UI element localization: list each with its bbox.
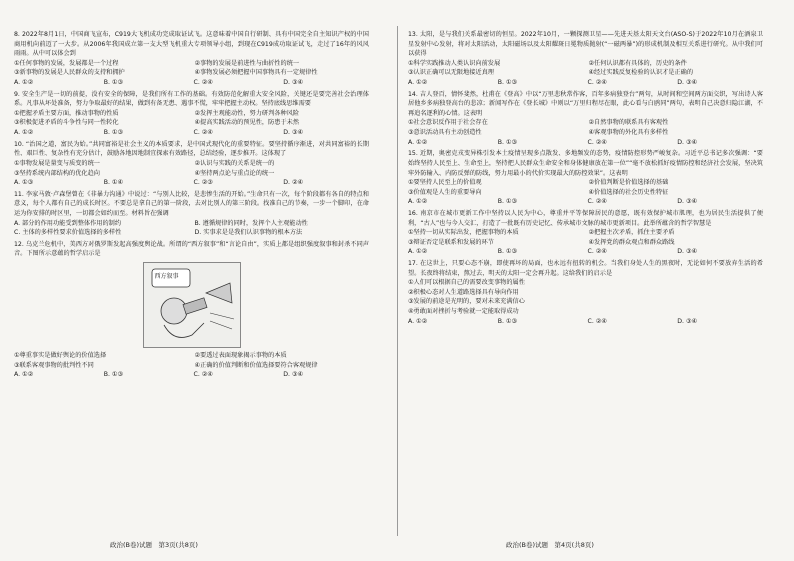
option: ②要透过表面现象揭示事物的本质 bbox=[194, 352, 287, 360]
choice: A. ①② bbox=[408, 79, 428, 87]
option: ①人们可以根据自己的需要改变事物的属性 bbox=[408, 279, 525, 287]
choice: B. ①③ bbox=[497, 248, 518, 256]
option: ①把握矛盾主要方面，推动事物的性质 bbox=[14, 109, 119, 117]
choice: B. ①③ bbox=[103, 371, 124, 379]
choice: B. ①③ bbox=[103, 79, 124, 87]
cartoon-figure bbox=[143, 262, 241, 348]
option: ②任何认识都有具体的，历史的条件 bbox=[588, 59, 687, 67]
option: ③价值观是人生的重要导向 bbox=[408, 188, 482, 196]
choice: C. ②③ bbox=[193, 179, 213, 187]
option: ④事物发展必须把握中国事物具有一定规律性 bbox=[194, 69, 318, 77]
option: ④正确的价值判断和价值选择要符合客观规律 bbox=[194, 361, 318, 369]
left-column bbox=[14, 30, 369, 530]
option: ③辩证否定是联系和发展的环节 bbox=[408, 238, 494, 246]
choice: A. ①② bbox=[408, 198, 428, 206]
option: ①坚持一切从实际出发，把握事物的本质 bbox=[408, 229, 519, 237]
option: ①要坚持人民至上的价值观 bbox=[408, 179, 482, 187]
choice: C. ②④ bbox=[587, 138, 607, 146]
option: D. 实事求是是我们认识事物的根本方法 bbox=[194, 229, 303, 237]
choice: D. ③④ bbox=[677, 248, 698, 256]
option: ②积极心态对人生道路选择具有导向作用 bbox=[408, 288, 519, 296]
choice: A. ①② bbox=[14, 371, 34, 379]
choice: B. ①③ bbox=[497, 198, 518, 206]
choice: A. ①② bbox=[14, 79, 34, 87]
option: ③积极促进矛盾的斗争性与同一性转化 bbox=[14, 119, 119, 127]
choice: B. ①③ bbox=[103, 129, 124, 137]
choice: A. ①③ bbox=[14, 179, 34, 187]
choice: B. ①③ bbox=[497, 317, 518, 325]
question-stem: 14. 吉人登百，情怀斐然，杜甫在《登高》中以“万里悲秋常作客，百年多病独登台”两句，从时间和空间两方面交织，写出诗人客居他乡多病独登高台的悲凉；新闻写作在《登长城》中则以“万里归程尽在眼，此心看与白鸥同”两句，表明自己决意归隐江湖，不再追名逐利的心情。这表明 bbox=[408, 90, 763, 117]
choice: D. ③④ bbox=[677, 198, 698, 206]
right-column bbox=[408, 30, 763, 530]
choice: C. ②④ bbox=[587, 79, 607, 87]
page-footer-right: 政治(B卷)试题 第4页(共8页) bbox=[506, 541, 594, 549]
option: ④坚持两点论与重点论的统一 bbox=[194, 169, 275, 177]
choice: C. ②④ bbox=[193, 79, 213, 87]
choice: D. ③④ bbox=[283, 129, 304, 137]
option: ③新事物的发展是人民群众的支持和拥护 bbox=[14, 69, 125, 77]
option: ②把握主次矛盾，抓住主要矛盾 bbox=[588, 229, 675, 237]
question-stem: 16. 南京市在城市更新工作中坚持以人民为中心，尊重并平等保障居民的意愿，既有效保护城市肌理，也为居民生活提供了便利，“古人”也与今人交汇，打造了一批既有历史记忆、传承城市文脉的城市更新项目。此举所蕴含的哲学智慧是 bbox=[408, 209, 763, 227]
question-13 bbox=[408, 30, 763, 88]
question-17 bbox=[408, 259, 763, 326]
question-stem: 8. 2022年8月1日，中国商飞宣布，C919大飞机成功完成取证试飞。这意味着中国自行研制、具有中国完全自主知识产权的中国商用机向前迈了一大步。从2006年我国成立第一支大型飞机重大专项领导小组，到现在C919成功取证试飞，走过了16年的风风雨雨。从中可以体会到 bbox=[14, 31, 369, 58]
question-10 bbox=[14, 140, 369, 188]
option: ②价值判断是价值选择的基础 bbox=[588, 179, 669, 187]
option: ③认识正确可以无限地接近真理 bbox=[408, 69, 494, 77]
option: ①尊重事实是做好舆论的价值选择 bbox=[14, 352, 107, 360]
option: ③意识活动具有主动创造性 bbox=[408, 129, 482, 137]
choice: C. ②④ bbox=[587, 248, 607, 256]
option: ③联系客观事物的批判性不同 bbox=[14, 361, 94, 369]
cartoon-caption: 西方叙事 bbox=[154, 273, 179, 281]
option: ③发展的前途是光明的，要对未来充满信心 bbox=[408, 298, 525, 306]
question-stem: 11. 李家马敦·卢森堡曾在《非暴力沟通》中说过：“与别人比较，是悲惨生活的开始。”生命只有一次，每个阶段都有各自的特点和意义，每个人都有自己的成长时区。不要总是拿自己的第一阶段，去对比别人的第三阶段。找准自己的节奏，一步一个脚印，在命运为你安排的时区里，一切都会如约而至。材料旨在强调 bbox=[14, 190, 369, 217]
choice: A. ①② bbox=[408, 317, 428, 325]
option: ④勇敢面对挫折与考验就一定能取得成功 bbox=[408, 308, 519, 316]
choice: A. ①② bbox=[408, 248, 428, 256]
question-stem: 10. “治国之道，富民为始。”共同富裕是社会主义的本质要求，是中国式现代化的重要特征。要坚持循序渐进，对共同富裕的长期性、艰巨性、复杂性有充分估计，鼓励各地因地制宜探索有效路径，总结经验，逐步推开。这体现了 bbox=[14, 140, 369, 158]
choice: C. ②④ bbox=[193, 371, 213, 379]
question-11 bbox=[14, 190, 369, 238]
choice: D. ③④ bbox=[283, 371, 304, 379]
option: ①社会意识反作用于社会存在 bbox=[408, 119, 488, 127]
choice: B. ①④ bbox=[103, 179, 124, 187]
question-stem: 17. 在这世上，只要心态不崩，即使再坏的局面，也永远有扭转的机会。当我们身处人生的黑夜时，无论如何不要放弃生活的希望。长夜终将结束，熬过去，明天的太阳一定会再升起。这给我们的启示是 bbox=[408, 260, 763, 277]
question-stem: 13. 太阳，是与我们关系最密切的恒星。2022年10月，一颗探测卫星——先进天基太阳天文台(ASO-S)于2022年10月在酒泉卫星发射中心发射，将对太阳活动，太阳磁场以及太阳耀斑日冕物质抛射(“一磁两暴”)的形成机制及相互关系进行研究。从中我们可以获得 bbox=[408, 31, 763, 58]
choice: C. ②④ bbox=[193, 129, 213, 137]
question-12 bbox=[14, 240, 369, 380]
choice: D. ③④ bbox=[283, 79, 304, 87]
question-stem: 15. 近期，奥密克戎变异株引发本土疫情呈现多点散发、多地频发的态势，疫情防控形势严峻复杂。习近平总书记多次强调：“要始终坚持人民至上、生命至上，坚持把人民群众生命安全和身体健康放在第一位”“毫不放松抓好疫情防控和经济社会发展，坚决筑牢外防输入、内防反弹的防线，努力用最小的代价实现最大的防控效果”。这表明 bbox=[408, 150, 763, 177]
choice: B. ①③ bbox=[497, 138, 518, 146]
option: ①任何事物的发展，发展都是一个过程 bbox=[14, 59, 119, 67]
choice: D. ②④ bbox=[283, 179, 304, 187]
choice: A. ①② bbox=[14, 129, 34, 137]
option: ①科学实践推动人类认识向前发展 bbox=[408, 59, 501, 67]
option: ④提高实践活动的预见性，防患于未然 bbox=[194, 119, 300, 127]
option: ②认识与实践的关系是统一的 bbox=[194, 159, 275, 167]
question-9 bbox=[14, 90, 369, 138]
choice: D. ③④ bbox=[677, 317, 698, 325]
question-stem: 12. 乌克兰危机中，美西方对俄罗斯发起高强度舆论战。所谓的“西方叙事”和“言论自由”，实质上都是组织强度叙事和封杀不同声音。下图所示意蕴的哲学启示是 bbox=[14, 240, 369, 258]
choice: C. ②④ bbox=[587, 198, 607, 206]
option: B. 遵循规律的同时，发挥个人主观能动性 bbox=[194, 219, 308, 227]
option: ④客观事物的外化具有多样性 bbox=[588, 129, 669, 137]
choice: B. ①③ bbox=[497, 79, 518, 87]
question-8 bbox=[14, 30, 369, 88]
option: ③坚持系统内部结构的优化趋向 bbox=[14, 169, 100, 177]
question-14 bbox=[408, 90, 763, 148]
option: ④价值选择的社会历史性特征 bbox=[588, 188, 669, 196]
option: ④发挥党的群众观点和群众路线 bbox=[588, 238, 675, 246]
option: ④经过实践反复检验的认识才是正确的 bbox=[588, 69, 694, 77]
question-15 bbox=[408, 149, 763, 207]
question-stem: 9. 安全生产是一切的前提，没有安全的保障，是我们所有工作的基础。有效防范化解重大安全风险，关键还是要完善社会治理体系。凡事从坏处准备，努力争取最好的结果，做到有备无患、遇事不慌，牢牢把握主动权。坚持底线思维需要 bbox=[14, 90, 369, 108]
choice: A. ①② bbox=[408, 138, 428, 146]
option: ②事物的发展是前进性与曲折性的统一 bbox=[194, 59, 300, 67]
option: C. 主体的多样性要求价值选择的多样性 bbox=[14, 229, 122, 237]
option: ②发挥主观能动性，努力研判各种风险 bbox=[194, 109, 300, 117]
question-16 bbox=[408, 209, 763, 257]
option: ②自然事物的联系具有客观性 bbox=[588, 119, 669, 127]
page-footer-left: 政治(B卷)试题 第3页(共8页) bbox=[110, 541, 198, 549]
choice: C. ②④ bbox=[587, 317, 607, 325]
column-divider bbox=[397, 26, 398, 536]
choice: D. ③④ bbox=[677, 79, 698, 87]
choice: D. ③④ bbox=[677, 138, 698, 146]
option: A. 部分的作用功能受到整体作用的制约 bbox=[14, 219, 122, 227]
option: ①事物发展是量变与质变的统一 bbox=[14, 159, 100, 167]
